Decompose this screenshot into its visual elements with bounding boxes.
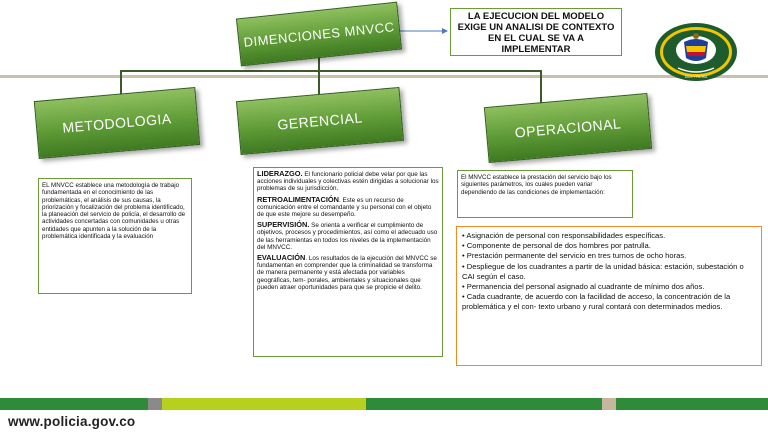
metodologia-description: EL MNVCC establece una metodología de trabajo fundamentada en el conocimiento de las problemáticas, el análisis de sus causas, la priorización y focalización del problema identificado, la planeación del servicio de policía, el desarrollo de actividades concertadas con comunidades u otras entidades que apunten a la solución de la problemática identificada y la evaluación — [38, 178, 192, 294]
gerencial-liderazgo: LIDERAZGO. El funcionario policial debe velar por que las acciones individuales y colectivas estén dirigidas a solucionar los problemas de su jurisdicción. — [257, 169, 439, 193]
bullet-item: • Cada cuadrante, de acuerdo con la facilidad de acceso, la concentración de la problemática y el con- texto urbano y rural contará con determinados medios. — [462, 292, 731, 312]
svg-text:DIOS Y PATRIA: DIOS Y PATRIA — [684, 75, 708, 79]
footer-stripe — [162, 398, 366, 410]
connector-horizontal — [120, 70, 540, 72]
connector-gerencial — [318, 70, 320, 94]
dimension-metodologia: METODOLOGIA — [34, 87, 200, 159]
footer-stripe — [366, 398, 602, 410]
policia-nacional-logo — [654, 22, 738, 82]
gerencial-supervision: SUPERVISIÓN. Se orienta a verificar el cumplimiento de objetivos, procesos y procedimientos, así como el adecuado uso de las herramientas en todos los niveles de la implementación del MNVCC. — [257, 220, 438, 251]
header-separator-line — [0, 75, 768, 78]
footer-stripe — [616, 398, 768, 410]
footer-url-link[interactable]: www.policia.gov.co — [8, 414, 136, 429]
gerencial-evaluacion: EVALUACIÓN. Los resultados de la ejecución del MNVCC se fundamentan en comprender que la criminalidad se transforma de manera permanente y está afectada por variables geográficas, tem- porales, ambientales y situacionales que pueden atraer oportunidades para que se propicie el delito. — [257, 253, 437, 291]
dimension-operacional: OPERACIONAL — [484, 93, 652, 163]
footer-stripe — [0, 398, 148, 410]
footer-stripe — [148, 398, 162, 410]
title-dimenciones: DIMENCIONES MNVCC — [236, 2, 402, 67]
context-box: LA EJECUCION DEL MODELO EXIGE UN ANALISI DE CONTEXTO EN EL CUAL SE VA A IMPLEMENTAR — [450, 8, 622, 56]
bullet-item: • Despliegue de los cuadrantes a partir de la unidad básica: estación, subestación o CAI según el caso. — [462, 261, 744, 281]
operacional-bullets — [456, 226, 762, 366]
bullet-item: • Asignación de personal con responsabilidades específicas. — [462, 231, 666, 240]
footer-stripe — [602, 398, 616, 410]
gerencial-description — [253, 167, 443, 357]
connector-metodologia — [120, 70, 122, 96]
bullet-item: • Permanencia del personal asignado al cuadrante de mínimo dos años. — [462, 282, 705, 292]
bullet-item: • Componente de personal de dos hombres por patrulla. — [462, 241, 651, 251]
arrow-to-context — [398, 22, 450, 36]
dimension-gerencial: GERENCIAL — [236, 87, 404, 155]
operacional-description: El MNVCC establece la prestación del servicio bajo los siguientes parámetros, los cuales pueden variar dependiendo de las condiciones de implementación: — [457, 170, 633, 218]
gerencial-retroalimentacion: RETROALIMENTACIÓN. Este es un recurso de comunicación entre el comandante y su personal con el objeto de que este mejore su desempeño. — [257, 194, 432, 219]
bullet-item: • Prestación permanente del servicio en tres turnos de ocho horas. — [462, 251, 687, 261]
